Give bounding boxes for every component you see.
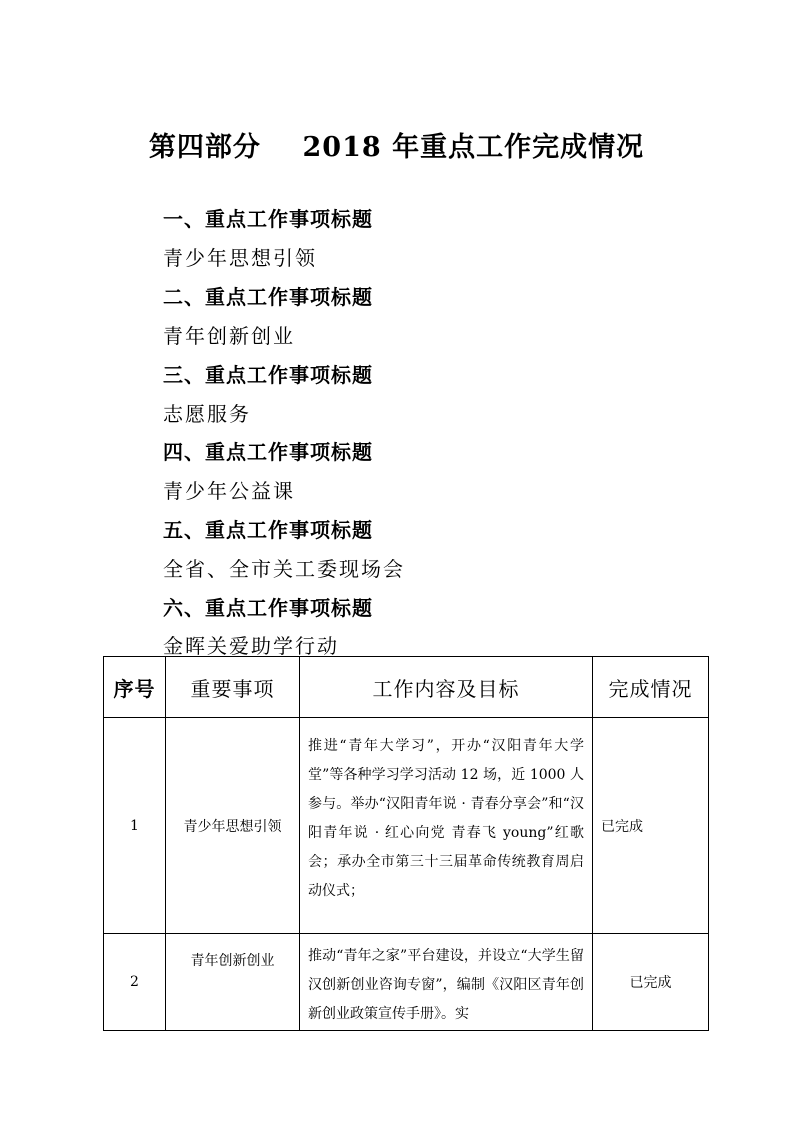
section-heading-6: 六、重点工作事项标题 [163,596,373,620]
row-no: 1 [104,718,166,934]
section-item-3: 志愿服务 [163,402,251,426]
table-row [104,718,709,934]
section-item-6: 金晖关爱助学行动 [163,634,339,658]
table-row [104,934,709,1031]
row-matter: 青年创新创业 [166,934,300,1031]
row-content: 推进“青年大学习”，开办“汉阳青年大学堂”等各种学习学习活动 12 场，近 1000 人参与。举办“汉阳青年说 · 青春分享会”和“汉阳青年说 · 红心向党 青春飞 young”红歌会；承办全市第三十三届革命传统教育周启动仪式； [300,718,593,934]
section-item-4: 青少年公益课 [163,479,295,503]
section-item-1: 青少年思想引领 [163,246,317,270]
header-no: 序号 [104,657,166,718]
section-heading-5: 五、重点工作事项标题 [163,518,373,542]
row-status: 已完成 [593,718,709,934]
section-heading-1: 一、重点工作事项标题 [163,207,373,231]
header-matter: 重要事项 [166,657,300,718]
header-content: 工作内容及目标 [300,657,593,718]
section-heading-4: 四、重点工作事项标题 [163,440,373,464]
section-item-2: 青年创新创业 [163,324,295,348]
section-item-5: 全省、全市关工委现场会 [163,557,405,581]
section-heading-2: 二、重点工作事项标题 [163,285,373,309]
row-content: 推动“青年之家”平台建设，并设立“大学生留汉创新创业咨询专窗”，编制《汉阳区青年创新创业政策宣传手册》。实 [300,934,593,1031]
header-status: 完成情况 [593,657,709,718]
row-no: 2 [104,934,166,1031]
section-heading-3: 三、重点工作事项标题 [163,363,373,387]
page-title: 第四部分 2018 年重点工作完成情况 [148,132,645,163]
table-header-row [104,657,709,718]
row-status: 已完成 [593,934,709,1031]
row-matter: 青少年思想引领 [166,718,300,934]
work-table [103,656,709,1031]
